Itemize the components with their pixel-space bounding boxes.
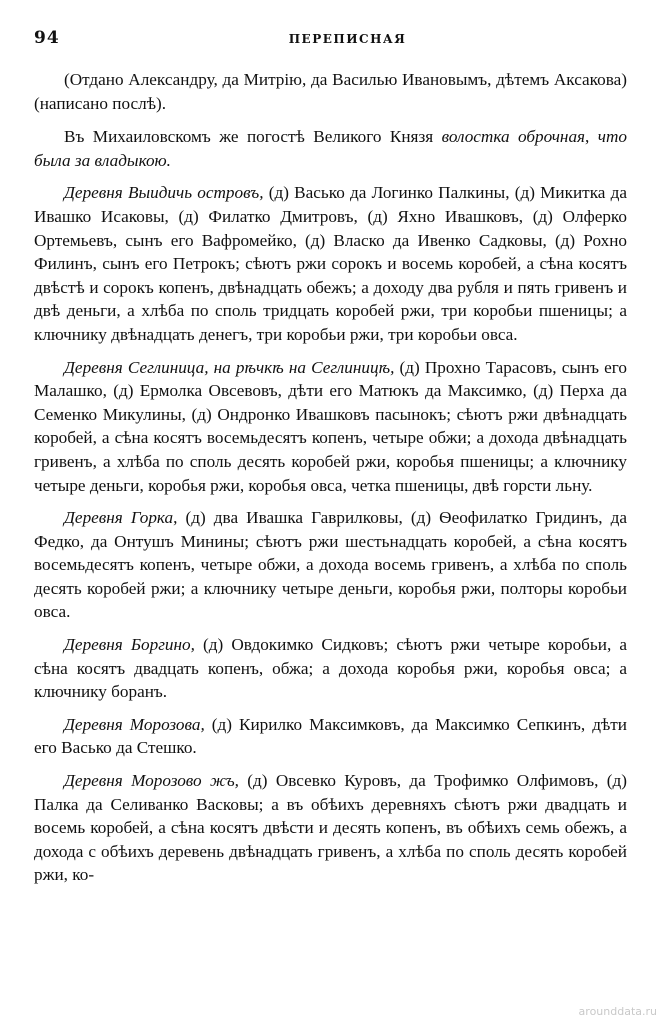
text-segment: (д) Прохно Тарасовъ, сынъ его Малашко, (д) Ермолка Овсевовъ, дѣти его Матюкъ да Максимко, (д) Перха да Семенко Микулины, (д) Ондронко Ивашковъ пасынокъ; сѣютъ ржи двѣнадцать коробей, а сѣна косятъ восемьдесятъ копенъ, четыре обжи; а дохода двѣнадцать гривенъ, а хлѣба по споль десять коробей ржи, коробья пшеницы; а ключнику четыре деньги, коробья ржи, коробья овса, четка пшеницы, двѣ горсти льну. xyxy=(34,357,628,495)
italic-text: Деревня Морозова, xyxy=(64,714,205,734)
paragraph xyxy=(34,356,627,498)
italic-text: Деревня Сеглиница, на рѣчкѣ на Сеглиницѣ, xyxy=(64,357,395,377)
body-text xyxy=(34,68,627,887)
italic-text: волостка оброчная xyxy=(441,127,586,147)
watermark: arounddata.ru xyxy=(578,1005,657,1018)
italic-text: Деревня Выидичь островъ, xyxy=(64,183,264,203)
paragraph xyxy=(34,713,627,760)
text-segment: (д) Кирилко Максимковъ, да Максимко Сепкинъ, дѣти его Васько да Стешко. xyxy=(34,714,627,758)
paragraph xyxy=(34,181,627,346)
page-header xyxy=(34,26,627,54)
text-segment: (д) Овдокимко Сидковъ; сѣютъ ржи четыре коробьи, а сѣна косятъ двадцать копенъ, обжа; а дохода коробья ржи, коробья овса; а ключнику боранъ. xyxy=(34,635,627,702)
text-segment: (д) Васько да Логинко Палкины, (д) Микитка да Ивашко Исаковы, (д) Филатко Дмитровъ, (д) Яхно Ивашковъ, (д) Олферко Ортемьевъ, сынъ его Вафромейко, (д) Власко да Ивенко Садковы, (д) Рохно Филинъ, сынъ его Петрокъ; сѣютъ ржи сорокъ и восемь коробей, а сѣна косятъ двѣстѣ и сорокъ копенъ, двѣнадцать обежъ; а доходу два рубля и пять гривенъ и двѣ деньги, а хлѣба по споль тридцать коробей ржи, три коробьи пшеницы; а ключнику двѣнадцать денегъ, три коробьи ржи, три коробьи овса. xyxy=(34,183,627,344)
paragraph xyxy=(34,506,627,624)
italic-text: Деревня Боргино, xyxy=(64,635,195,655)
text-segment: (Отдано Александру, да Митрію, да Василью Ивановымъ, дѣтемъ Аксакова) (написано послѣ). xyxy=(34,70,627,113)
running-head: ПЕРЕПИСНАЯ xyxy=(288,32,407,46)
paragraph xyxy=(34,769,627,887)
italic-text: Деревня Горка xyxy=(64,508,174,528)
text-segment: (д) Овсевко Куровъ, да Трофимко Олфимовъ, (д) Палка да Селиванко Васковы; а въ обѣихъ деревняхъ сѣютъ ржи двадцать и восемь коробей, а сѣна косятъ двѣсти и десять копенъ, въ обѣихъ семь обежъ, а дохода с обѣихъ деревень двѣнадцать гривенъ, а хлѣба по споль десять коробей ржи, ко- xyxy=(34,771,628,885)
page-number: 94 xyxy=(34,28,60,48)
paragraph xyxy=(34,68,627,115)
text-segment: , xyxy=(585,127,598,147)
text-segment: Въ Михаиловскомъ же погостѣ Великого Князя xyxy=(64,127,442,147)
paragraph xyxy=(34,125,627,172)
italic-text: что была за владыкою. xyxy=(34,127,628,170)
paragraph xyxy=(34,633,627,704)
text-segment: , (д) два Ивашка Гаврилковы, (д) Ѳеофилатко Гридинъ, да Федко, да Онтушъ Минины; сѣютъ ржи шестьнадцать коробей, а сѣна косятъ восемьдесятъ копенъ, четыре обжи, а дохода восемь гривенъ, а хлѣба по споль десять коробей ржи; а ключнику четыре деньги, коробья ржи, полторы коробьи овса. xyxy=(34,508,627,622)
italic-text: Деревня Морозово жъ, xyxy=(64,771,239,791)
